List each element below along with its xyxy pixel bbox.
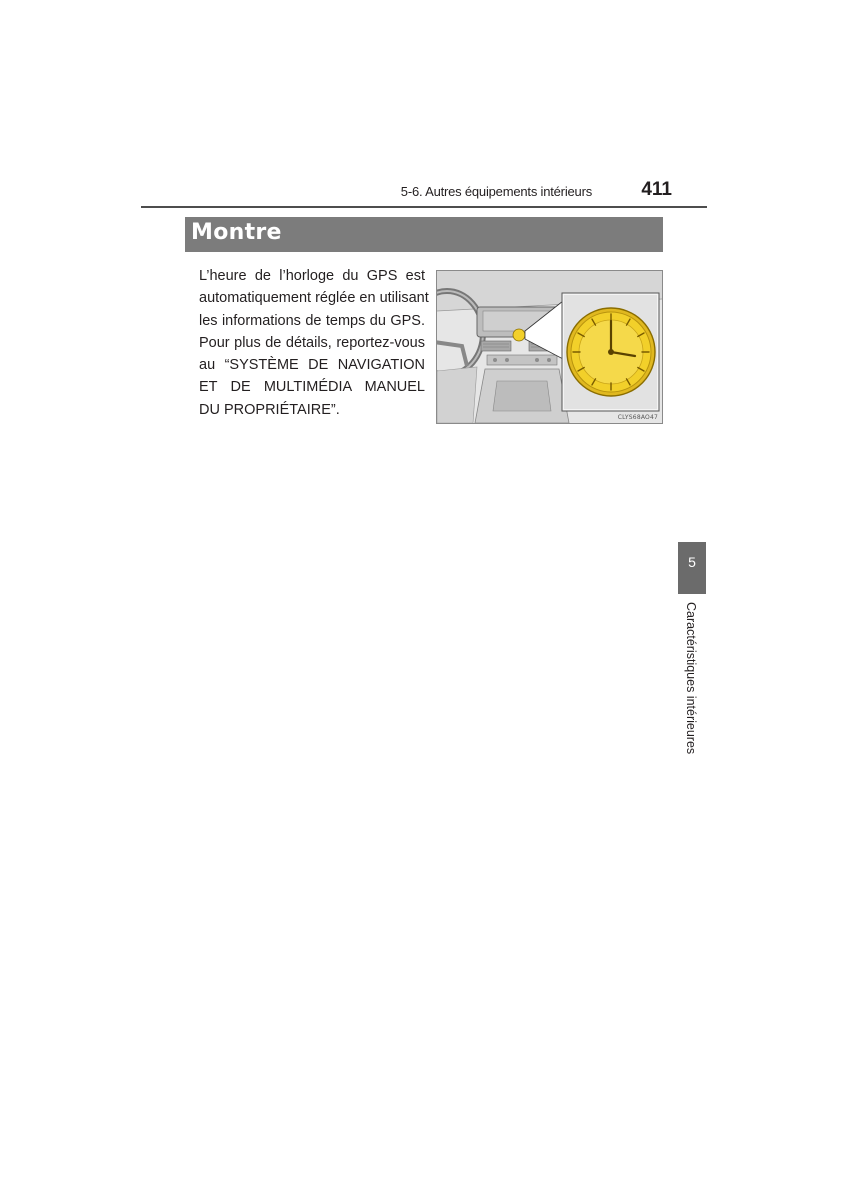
- body-line: automatiquement réglée en utilisant: [199, 290, 429, 307]
- dashboard-illustration: [437, 271, 662, 423]
- body-paragraph: [199, 265, 429, 421]
- body-line: les informations de temps du GPS.: [199, 312, 425, 329]
- body-line: Pour plus de détails, reportez-vous: [199, 334, 425, 351]
- body-line: L’heure de l’horloge du GPS est: [199, 268, 425, 284]
- analog-clock-icon: [567, 308, 655, 396]
- section-title: Montre: [191, 220, 282, 245]
- section-title-bar: [185, 217, 663, 252]
- body-line: DU PROPRIÉTAIRE”.: [199, 401, 340, 418]
- body-line: ET DE MULTIMÉDIA MANUEL: [199, 379, 425, 396]
- page-number: 411: [641, 179, 672, 200]
- chapter-tab: [678, 542, 706, 594]
- header-rule: [141, 206, 707, 208]
- figure-code: CLYS68AO47: [617, 414, 658, 421]
- body-line: au “SYSTÈME DE NAVIGATION: [199, 357, 425, 374]
- chapter-number: 5: [688, 554, 696, 570]
- chapter-label: Caractéristiques intérieures: [684, 602, 698, 755]
- running-header-section: 5-6. Autres équipements intérieurs: [400, 184, 592, 199]
- clock-figure: [436, 270, 663, 424]
